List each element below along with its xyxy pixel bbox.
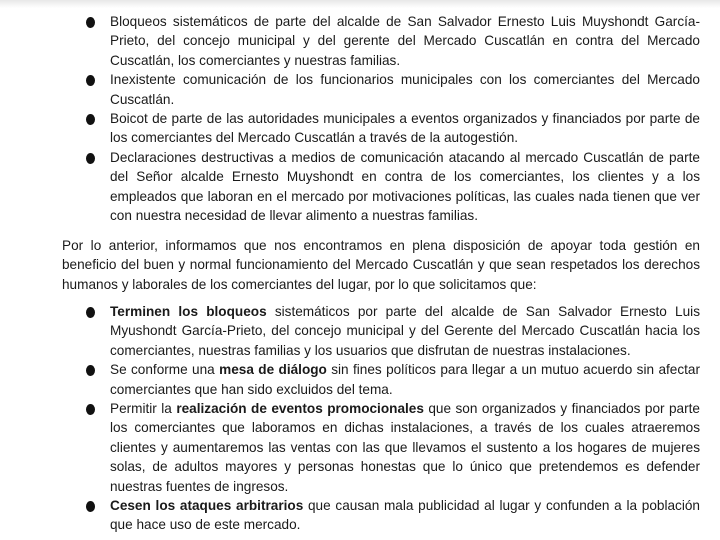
request-text-after: que son organizados y financiados por parte los comerciantes que laboramos en dichas instalaciones, a través de los cuales atraeremos clientes y aumentaremos las ventas con las que llevamos el sustento a los hogares de mujeres solas, de adultos mayores y personas honestas que lo único que pretendemos es defender nuestras fuentes de ingresos. (110, 401, 700, 494)
request-text-bold: mesa de diálogo (219, 362, 327, 378)
complaints-list (0, 12, 720, 225)
bullet-icon (86, 153, 95, 164)
complaint-text: Declaraciones destructivas a medios de comunicación atacando al mercado Cuscatlán de parte del Señor alcalde Ernesto Muyshondt en contra de los comerciantes, los clientes y a los empleados que laboran en el mercado por motivaciones políticas, las cuales nada tienen que ver con nuestra necesidad de llevar alimento a nuestras familias. (110, 149, 700, 224)
bullet-icon (86, 307, 95, 318)
request-item (0, 496, 720, 535)
request-text-before: Se conforme una (110, 362, 220, 378)
request-item (0, 360, 720, 399)
complaint-text: Bloqueos sistemáticos de parte del alcalde de San Salvador Ernesto Luis Muyshondt García-Prieto, del concejo municipal y del gerente del Mercado Cuscatlán en contra del Mercado Cuscatlán, los comerciantes y nuestras familias. (110, 14, 700, 68)
bullet-icon (86, 75, 95, 86)
complaint-item (0, 70, 720, 109)
request-text-bold: Terminen los bloqueos (110, 304, 267, 319)
request-text-after: que causan mala publicidad al lugar y confunden a la población que hace uso de este mercado. (110, 498, 700, 533)
complaint-text: Boicot de parte de las autoridades municipales a eventos organizados y financiados por parte de los comerciantes del Mercado Cuscatlán a través de la autogestión. (110, 111, 700, 146)
bullet-icon (86, 365, 95, 376)
body-paragraph: Por lo anterior, informamos que nos encontramos en plena disposición de apoyar toda gestión en beneficio del buen y normal funcionamiento del Mercado Cuscatlán y que sean respetados los derechos humanos y laborales de los comerciantes del lugar, por lo que solicitamos que: (62, 238, 700, 292)
request-text-after: sin fines políticos para llegar a un mutuo acuerdo sin afectar comerciantes que han sido excluidos del tema. (110, 362, 700, 397)
complaint-item (0, 12, 720, 70)
bullet-icon (86, 404, 95, 415)
complaint-item (0, 148, 720, 226)
request-item (0, 302, 720, 360)
request-text-bold: Cesen los ataques arbitrarios (110, 498, 304, 514)
page-top-edge (0, 0, 720, 8)
request-item (0, 399, 720, 496)
bullet-icon (86, 114, 95, 125)
request-text-before: Permitir la (110, 401, 177, 417)
bullet-icon (86, 17, 95, 28)
request-text-after: sistemáticos por parte del alcalde de San Salvador Ernesto Luis Myushondt García-Prieto, del concejo municipal y del Gerente del Mercado Cuscatlán hacia los comerciantes, nuestras familias y los usuarios que disfrutan de nuestras instalaciones. (110, 304, 700, 358)
bullet-icon (86, 501, 95, 512)
request-text-bold: realización de eventos promocionales (176, 401, 424, 417)
complaint-text: Inexistente comunicación de los funcionarios municipales con los comerciantes del Mercado Cuscatlán. (110, 72, 700, 107)
complaint-item (0, 109, 720, 148)
requests-list (0, 302, 720, 535)
